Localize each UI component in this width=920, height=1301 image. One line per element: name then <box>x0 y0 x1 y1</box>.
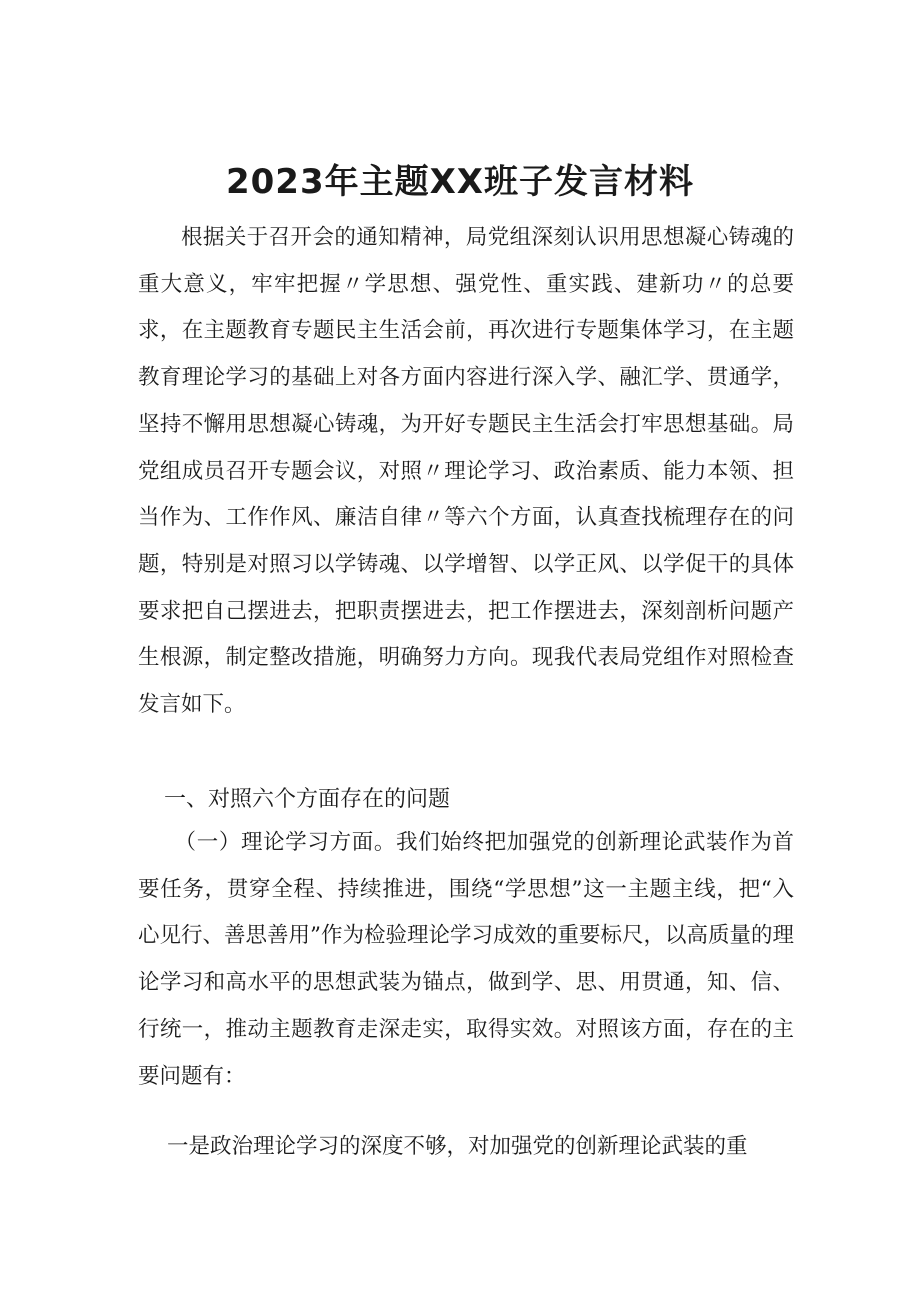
section-heading: 一、对照六个方面存在的问题 <box>164 787 451 812</box>
intro-paragraph: 根据关于召开会的通知精神，局党组深刻认识用思想凝心铸魂的重大意义，牢牢把握〃学思想、强党性、重实践、建新功〃的总要求，在主题教育专题民主生活会前，再次进行专题集体学习，在主题教育理论学习的基础上对各方面内容进行深入学、融汇学、贯通学，坚持不懈用思想凝心铸魂，为开好专题民主生活会打牢思想基础。局党组成员召开专题会议，对照〃理论学习、政治素质、能力本领、担当作为、工作作风、廉洁自律〃等六个方面，认真查找梳理存在的问题，特别是对照习以学铸魂、以学增智、以学正风、以学促干的具体要求把自己摆进去，把职责摆进去，把工作摆进去，深刻剖析问题产生根源，制定整改措施，明确努力方向。现我代表局党组作对照检查发言如下。 <box>138 225 794 718</box>
theory-study-paragraph: （一）理论学习方面。我们始终把加强党的创新理论武装作为首要任务，贯穿全程、持续推进，围绕“学思想”这一主题主线，把“入心见行、善思善用”作为检验理论学习成效的重要标尺，以高质量的理论学习和高水平的思想武装为锚点，做到学、思、用贯通，知、信、行统一，推动主题教育走深走实，取得实效。对照该方面，存在的主要问题有： <box>138 830 794 1089</box>
first-issue-paragraph: 一是政治理论学习的深度不够，对加强党的创新理论武装的重 <box>167 1134 748 1159</box>
document-title: 2023年主题XX班子发言材料 <box>225 162 695 202</box>
